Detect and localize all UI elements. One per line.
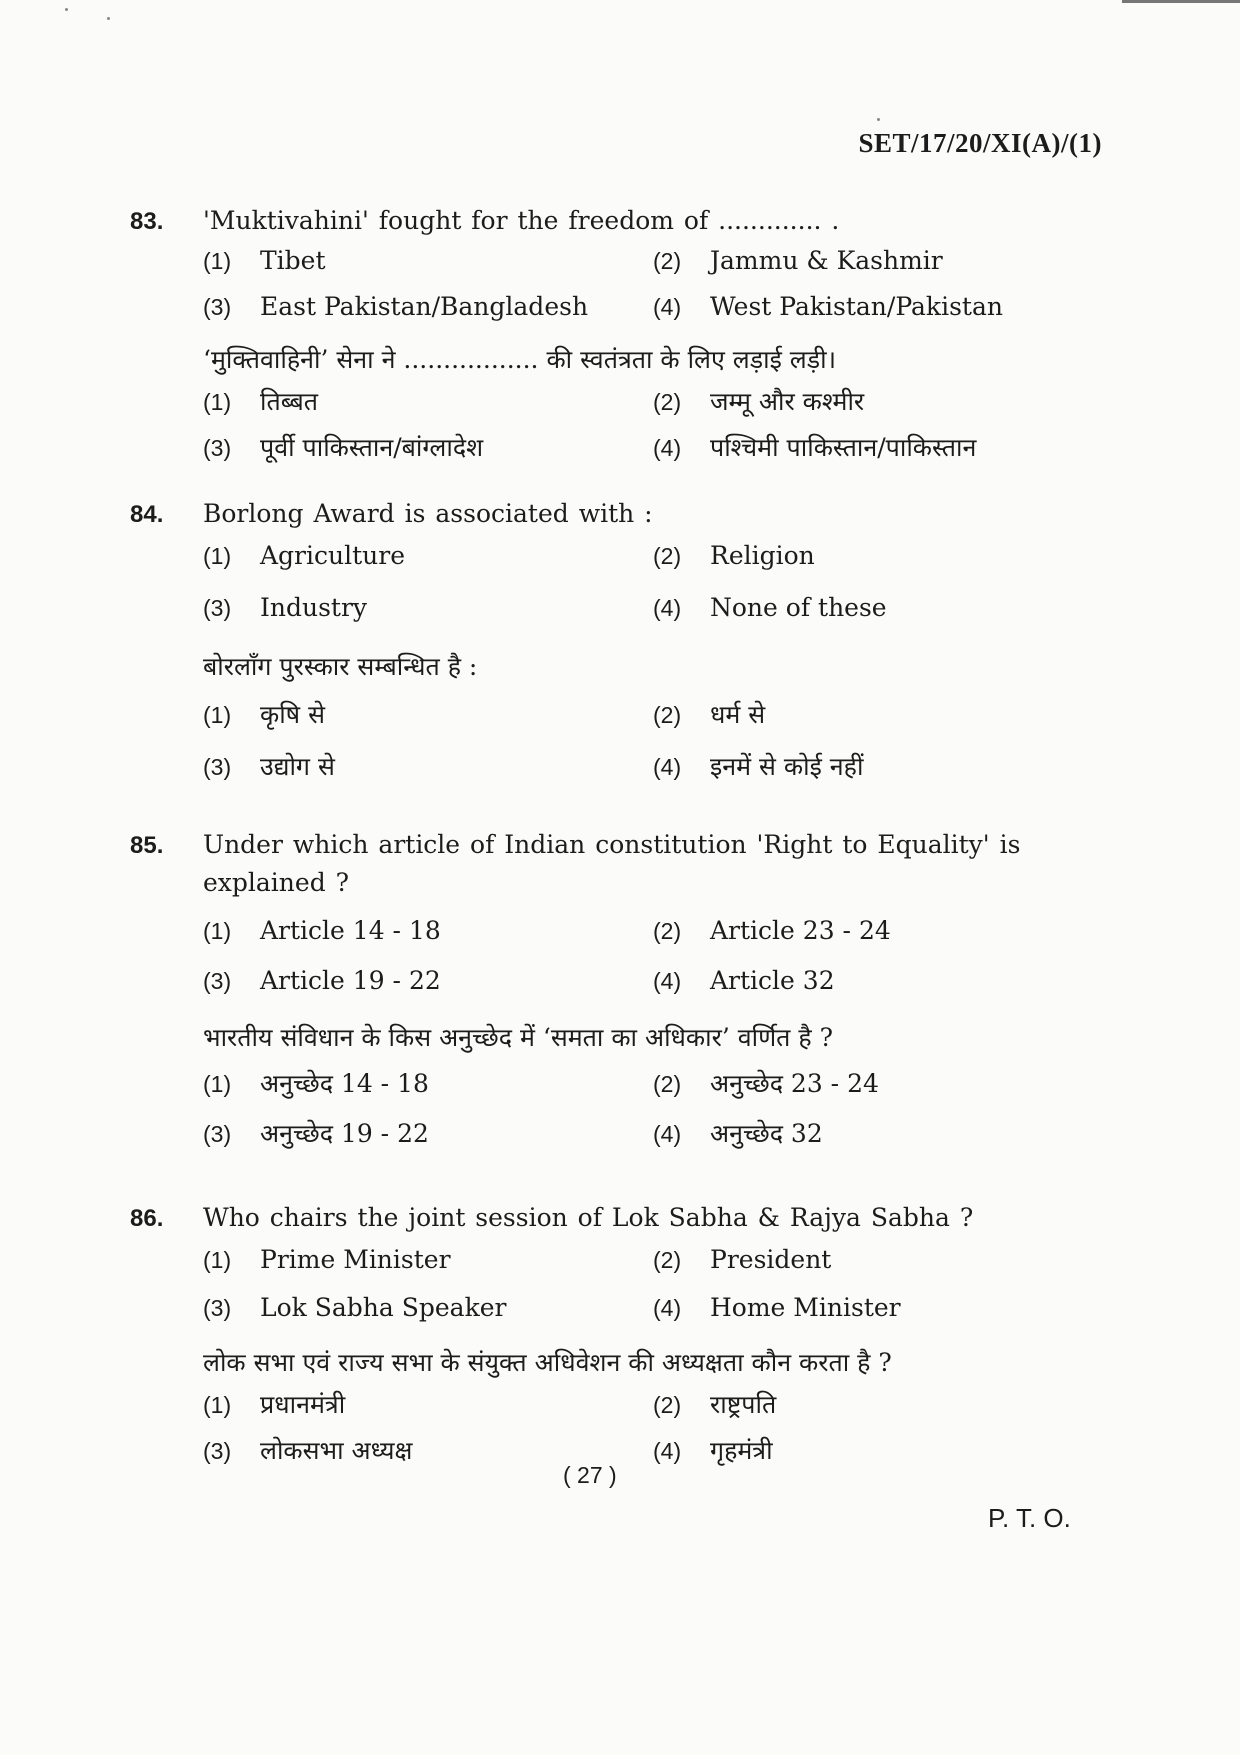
option-label: (4) bbox=[653, 595, 682, 621]
option-label: (2) bbox=[653, 389, 682, 415]
option bbox=[203, 1116, 653, 1166]
option-text: Article 23 - 24 bbox=[710, 916, 891, 945]
option-text: अनुच्छेद 19 - 22 bbox=[260, 1119, 429, 1148]
option bbox=[653, 749, 1083, 801]
option-label: (1) bbox=[203, 918, 232, 944]
option-text: Industry bbox=[260, 593, 368, 622]
option bbox=[653, 541, 1083, 593]
option-label: (4) bbox=[653, 435, 682, 461]
option bbox=[653, 430, 1083, 476]
option-label: (2) bbox=[653, 543, 682, 569]
option-label: (2) bbox=[653, 1392, 682, 1418]
option bbox=[203, 384, 653, 430]
scan-speck bbox=[877, 118, 880, 121]
option bbox=[653, 916, 1083, 966]
option-text: पश्चिमी पाकिस्तान/पाकिस्तान bbox=[710, 433, 977, 462]
question-number: 85. bbox=[130, 832, 164, 859]
option-text: Agriculture bbox=[260, 541, 405, 570]
options-en bbox=[203, 541, 1090, 645]
scan-speck bbox=[65, 8, 68, 11]
option bbox=[653, 1116, 1083, 1166]
option-label: (1) bbox=[203, 1392, 232, 1418]
option bbox=[203, 593, 653, 645]
option-text: None of these bbox=[710, 593, 887, 622]
option-label: (1) bbox=[203, 1247, 232, 1273]
question-text-hi: लोक सभा एवं राज्य सभा के संयुक्त अधिवेशन की अध्यक्षता कौन करता है ? bbox=[203, 1348, 892, 1377]
option-label: (2) bbox=[653, 248, 682, 274]
option bbox=[653, 966, 1083, 1016]
options-hi bbox=[203, 1066, 1090, 1166]
option-text: धर्म से bbox=[710, 700, 766, 729]
options-hi bbox=[203, 697, 1090, 801]
option bbox=[203, 1293, 653, 1341]
option bbox=[203, 1387, 653, 1433]
option-label: (4) bbox=[653, 1438, 682, 1464]
option-text: Article 14 - 18 bbox=[260, 916, 441, 945]
option-text: प्रधानमंत्री bbox=[260, 1390, 346, 1419]
scan-speck bbox=[107, 17, 110, 20]
option-label: (1) bbox=[203, 1071, 232, 1097]
option-label: (3) bbox=[203, 1295, 232, 1321]
question-text-hi: भारतीय संविधान के किस अनुच्छेद में ‘समता का अधिकार’ वर्णित है ? bbox=[203, 1023, 833, 1052]
option-text: Jammu & Kashmir bbox=[710, 246, 943, 275]
option-label: (4) bbox=[653, 754, 682, 780]
question-text-en: Under which article of Indian constitution 'Right to Equality' is explained ? bbox=[203, 830, 1021, 897]
option bbox=[653, 593, 1083, 645]
option-label: (1) bbox=[203, 543, 232, 569]
option-text: West Pakistan/Pakistan bbox=[710, 292, 1003, 321]
question-85 bbox=[130, 826, 1090, 1166]
option bbox=[203, 1245, 653, 1293]
option-label: (2) bbox=[653, 702, 682, 728]
question-number: 84. bbox=[130, 501, 164, 528]
option-text: Prime Minister bbox=[260, 1245, 451, 1274]
option-text: Religion bbox=[710, 541, 815, 570]
option-label: (2) bbox=[653, 1247, 682, 1273]
option-text: लोकसभा अध्यक्ष bbox=[260, 1436, 413, 1465]
option-label: (3) bbox=[203, 435, 232, 461]
option-text: उद्योग से bbox=[260, 752, 335, 781]
top-edge-rule bbox=[1122, 0, 1240, 3]
option bbox=[653, 1293, 1083, 1341]
option-text: गृहमंत्री bbox=[710, 1436, 773, 1465]
option bbox=[653, 292, 1083, 338]
option bbox=[653, 1387, 1083, 1433]
option bbox=[203, 1066, 653, 1116]
option-text: Home Minister bbox=[710, 1293, 901, 1322]
option-text: जम्मू और कश्मीर bbox=[710, 387, 865, 416]
option bbox=[203, 246, 653, 292]
option bbox=[203, 430, 653, 476]
question-86 bbox=[130, 1200, 1090, 1479]
option-label: (1) bbox=[203, 248, 232, 274]
question-text-hi: बोरलॉंग पुरस्कार सम्बन्धित है : bbox=[203, 652, 478, 681]
question-text-hi: ‘मुक्तिवाहिनी’ सेना ने ................. की स्वतंत्रता के लिए लड़ाई लड़ी। bbox=[203, 345, 837, 374]
options-hi bbox=[203, 384, 1090, 476]
option bbox=[203, 749, 653, 801]
option bbox=[653, 384, 1083, 430]
question-text-en: Borlong Award is associated with : bbox=[203, 499, 653, 528]
option-text: Lok Sabha Speaker bbox=[260, 1293, 507, 1322]
question-number: 86. bbox=[130, 1205, 164, 1232]
option-label: (2) bbox=[653, 918, 682, 944]
option bbox=[203, 541, 653, 593]
option-text: तिब्बत bbox=[260, 387, 319, 416]
set-code: SET/17/20/XI(A)/(1) bbox=[858, 128, 1102, 158]
question-84 bbox=[130, 496, 1090, 801]
option-label: (4) bbox=[653, 968, 682, 994]
option-text: इनमें से कोई नहीं bbox=[710, 752, 864, 781]
question-text-en: 'Muktivahini' fought for the freedom of ............. . bbox=[203, 206, 840, 235]
option bbox=[653, 697, 1083, 749]
option-text: President bbox=[710, 1245, 832, 1274]
option-label: (3) bbox=[203, 1438, 232, 1464]
page-number: ( 27 ) bbox=[563, 1462, 617, 1488]
option-label: (3) bbox=[203, 595, 232, 621]
option bbox=[203, 292, 653, 338]
option-text: Article 19 - 22 bbox=[260, 966, 441, 995]
option bbox=[653, 246, 1083, 292]
option-text: अनुच्छेद 14 - 18 bbox=[260, 1069, 429, 1098]
option-label: (4) bbox=[653, 1295, 682, 1321]
options-en bbox=[203, 246, 1090, 338]
option-label: (3) bbox=[203, 968, 232, 994]
option-text: East Pakistan/Bangladesh bbox=[260, 292, 589, 321]
option bbox=[203, 966, 653, 1016]
option-text: अनुच्छेद 23 - 24 bbox=[710, 1069, 879, 1098]
option-label: (1) bbox=[203, 389, 232, 415]
options-en bbox=[203, 916, 1090, 1016]
option-label: (4) bbox=[653, 294, 682, 320]
option bbox=[653, 1066, 1083, 1116]
option-text: Tibet bbox=[260, 246, 326, 275]
option-label: (2) bbox=[653, 1071, 682, 1097]
question-number: 83. bbox=[130, 208, 164, 235]
question-83 bbox=[130, 203, 1090, 476]
options-hi bbox=[203, 1387, 1090, 1479]
option-text: अनुच्छेद 32 bbox=[710, 1119, 823, 1148]
option bbox=[653, 1433, 1083, 1479]
option bbox=[653, 1245, 1083, 1293]
option-label: (4) bbox=[653, 1121, 682, 1147]
option-label: (3) bbox=[203, 1121, 232, 1147]
option-label: (1) bbox=[203, 702, 232, 728]
option-label: (3) bbox=[203, 294, 232, 320]
question-text-en: Who chairs the joint session of Lok Sabha & Rajya Sabha ? bbox=[203, 1203, 974, 1232]
option bbox=[203, 697, 653, 749]
option-text: राष्ट्रपति bbox=[710, 1390, 777, 1419]
option-text: कृषि से bbox=[260, 700, 325, 729]
option bbox=[203, 916, 653, 966]
pto-label: P. T. O. bbox=[988, 1503, 1071, 1533]
option-text: Article 32 bbox=[710, 966, 835, 995]
option-text: पूर्वी पाकिस्तान/बांग्लादेश bbox=[260, 433, 484, 462]
options-en bbox=[203, 1245, 1090, 1341]
option-label: (3) bbox=[203, 754, 232, 780]
